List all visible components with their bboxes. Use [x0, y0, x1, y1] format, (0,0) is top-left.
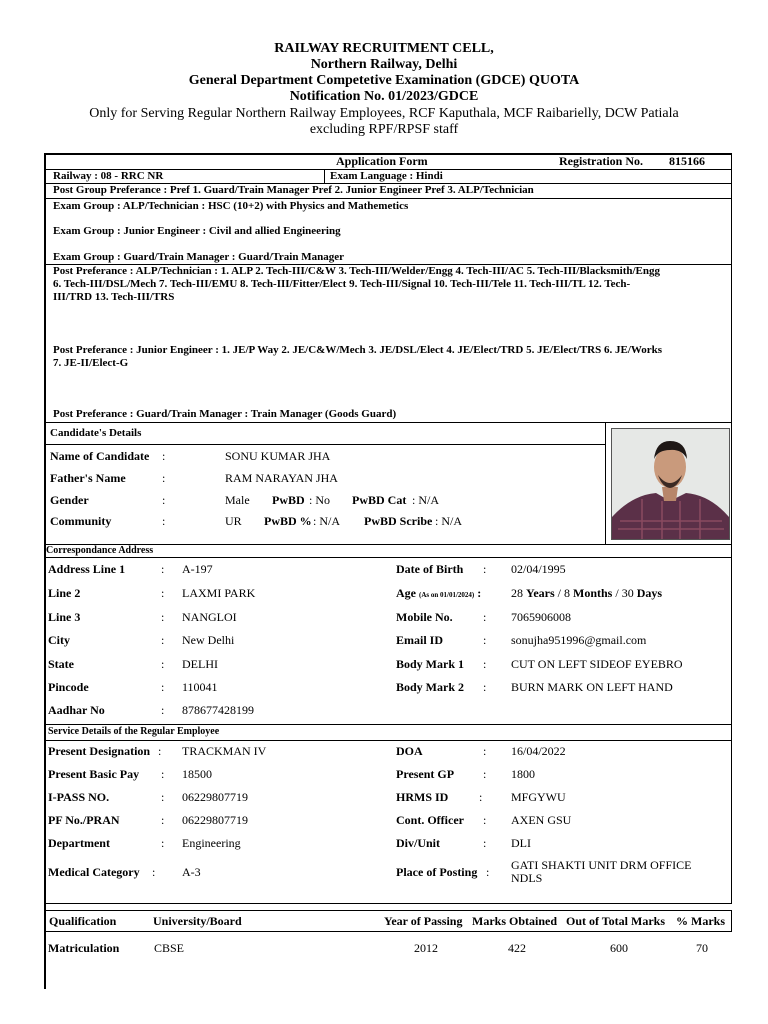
colon: :: [158, 744, 162, 758]
pwbd-scribe-value: : N/A: [435, 514, 462, 528]
medical-value: A-3: [182, 865, 201, 879]
qual-header-total: Out of Total Marks: [566, 914, 666, 928]
city-label: City: [48, 633, 70, 647]
pwbd-scribe-label: PwBD Scribe: [364, 514, 433, 528]
community-label: Community: [50, 514, 112, 528]
service-section-title: Service Details of the Regular Employee: [48, 726, 220, 737]
registration-label: Registration No.: [559, 154, 643, 168]
designation-value: TRACKMAN IV: [182, 744, 267, 758]
address-line3-label: Line 3: [48, 610, 81, 624]
post-group-preference: Post Group Preferance : Pref 1. Guard/Train Manager Pref 2. Junior Engineer Pref 3. ALP/Technician: [53, 184, 534, 196]
gender-value: Male: [225, 493, 250, 507]
city-value: New Delhi: [182, 633, 235, 647]
colon: :: [483, 633, 487, 647]
header-title: RAILWAY RECRUITMENT CELL,: [274, 41, 494, 56]
colon: :: [161, 610, 165, 624]
candidate-photo: [611, 428, 730, 540]
officer-label: Cont. Officer: [396, 813, 464, 827]
table-row-qualification: Matriculation: [48, 941, 120, 955]
post-pref-je-line2: 7. JE-II/Elect-G: [53, 357, 129, 369]
body-mark-2-value: BURN MARK ON LEFT HAND: [511, 680, 673, 694]
form-title: Application Form: [336, 154, 428, 168]
gender-label: Gender: [50, 493, 89, 507]
div-value: DLI: [511, 836, 531, 850]
table-row-percent: 70: [696, 941, 708, 955]
colon: :: [483, 610, 487, 624]
header-eligibility: Only for Serving Regular Northern Railway Employees, RCF Kaputhala, MCF Raibarielly, DCW Patiala: [89, 106, 679, 121]
exam-group-je: Exam Group : Junior Engineer : Civil and allied Engineering: [53, 225, 341, 237]
colon: :: [486, 865, 490, 879]
pwbd-percent-label: PwBD %: [264, 514, 312, 528]
div-label: Div/Unit: [396, 836, 441, 850]
aadhar-value: 878677428199: [182, 703, 254, 717]
body-mark-2-label: Body Mark 2: [396, 680, 465, 694]
candidate-name: SONU KUMAR JHA: [225, 449, 331, 463]
hrms-label: HRMS ID: [396, 790, 449, 804]
department-value: Engineering: [182, 836, 241, 850]
pwbd-cat-value: : N/A: [412, 493, 439, 507]
colon: :: [161, 813, 165, 827]
colon: :: [162, 514, 166, 528]
mobile-label: Mobile No.: [396, 610, 453, 624]
email-value: sonujha951996@gmail.com: [511, 633, 647, 647]
ipass-label: I-PASS NO.: [48, 790, 110, 804]
dob-label: Date of Birth: [396, 562, 464, 576]
age-label: Age (As on 01/01/2024) :: [396, 586, 482, 600]
community-value: UR: [225, 514, 242, 528]
colon: :: [161, 836, 165, 850]
table-row-marks: 422: [508, 941, 526, 955]
table-row-year: 2012: [414, 941, 438, 955]
exam-group-guard: Exam Group : Guard/Train Manager : Guard/Train Manager: [53, 251, 344, 263]
pwbd-value: : No: [309, 493, 330, 507]
colon: :: [161, 680, 165, 694]
address-line2: LAXMI PARK: [182, 586, 256, 600]
pwbd-percent-value: : N/A: [313, 514, 340, 528]
department-label: Department: [48, 836, 110, 850]
gp-value: 1800: [511, 767, 535, 781]
aadhar-label: Aadhar No: [48, 703, 105, 717]
pincode-label: Pincode: [48, 680, 89, 694]
colon: :: [161, 657, 165, 671]
colon: :: [161, 586, 165, 600]
header-exam: General Department Competetive Examination (GDCE) QUOTA: [188, 73, 580, 88]
exam-group-alp: Exam Group : ALP/Technician : HSC (10+2) with Physics and Mathemetics: [53, 200, 409, 212]
father-name-label: Father's Name: [50, 471, 126, 485]
ipass-value: 06229807719: [182, 790, 248, 804]
basic-pay-value: 18500: [182, 767, 212, 781]
post-pref-alp-line2: 6. Tech-III/DSL/Mech 7. Tech-III/EMU 8. Tech-III/Fitter/Elect 9. Tech-III/Signal 10. Tech-III/Tele 11. Tech-III/TL 12. Tech-: [53, 278, 631, 290]
pf-label: PF No./PRAN: [48, 813, 120, 827]
colon: :: [483, 813, 487, 827]
exam-language: Exam Language : Hindi: [330, 170, 443, 182]
candidate-section-title: Candidate's Details: [50, 427, 142, 439]
pwbd-label: PwBD: [272, 493, 305, 507]
doa-value: 16/04/2022: [511, 744, 566, 758]
colon: :: [483, 836, 487, 850]
post-pref-je-line1: Post Preferance : Junior Engineer : 1. JE/P Way 2. JE/C&W/Mech 3. JE/DSL/Elect 4. JE/Elect/TRD 5. JE/Elect/TRS 6. JE/Works: [53, 344, 663, 356]
colon: :: [161, 703, 165, 717]
pincode-value: 110041: [182, 680, 218, 694]
colon: :: [483, 744, 487, 758]
address-line2-label: Line 2: [48, 586, 81, 600]
age-note: (As on 01/01/2024): [419, 591, 475, 599]
colon: :: [161, 562, 165, 576]
qual-header-percent: % Marks: [676, 914, 725, 928]
table-row-board: CBSE: [154, 941, 185, 955]
post-pref-alp-line3: III/TRD 13. Tech-III/TRS: [53, 291, 175, 303]
address-line1: A-197: [182, 562, 213, 576]
body-mark-1-value: CUT ON LEFT SIDEOF EYEBRO: [511, 657, 683, 671]
qual-header-board: University/Board: [153, 914, 242, 928]
railway-zone: Railway : 08 - RRC NR: [53, 170, 164, 182]
name-label: Name of Candidate: [50, 449, 150, 463]
header-notification: Notification No. 01/2023/GDCE: [289, 89, 479, 104]
header-exclusion: excluding RPF/RPSF staff: [309, 122, 459, 137]
pf-value: 06229807719: [182, 813, 248, 827]
post-pref-guard: Post Preferance : Guard/Train Manager : Train Manager (Goods Guard): [53, 408, 397, 420]
colon: :: [483, 767, 487, 781]
qual-header-year: Year of Passing: [384, 914, 463, 928]
posting-value-line1: GATI SHAKTI UNIT DRM OFFICE: [511, 858, 692, 872]
colon: :: [161, 767, 165, 781]
medical-label: Medical Category: [48, 865, 140, 879]
address-line3: NANGLOI: [182, 610, 237, 624]
header-railway: Northern Railway, Delhi: [310, 57, 458, 72]
colon: :: [479, 790, 483, 804]
officer-value: AXEN GSU: [511, 813, 572, 827]
mobile-value: 7065906008: [511, 610, 571, 624]
colon: :: [483, 562, 487, 576]
colon: :: [162, 471, 166, 485]
colon: :: [162, 493, 166, 507]
registration-number: 815166: [669, 154, 705, 168]
hrms-value: MFGYWU: [511, 790, 566, 804]
posting-value-line2: NDLS: [511, 871, 543, 885]
colon: :: [161, 633, 165, 647]
basic-pay-label: Present Basic Pay: [48, 767, 140, 781]
address-section-title: Correspondance Address: [46, 545, 154, 556]
doa-label: DOA: [396, 744, 423, 758]
pwbd-cat-label: PwBD Cat: [352, 493, 407, 507]
designation-label: Present Designation: [48, 744, 151, 758]
colon: :: [152, 865, 156, 879]
gp-label: Present GP: [396, 767, 455, 781]
dob-value: 02/04/1995: [511, 562, 566, 576]
qual-header-qualification: Qualification: [49, 914, 117, 928]
colon: :: [483, 657, 487, 671]
posting-label: Place of Posting: [396, 865, 478, 879]
colon: :: [161, 790, 165, 804]
body-mark-1-label: Body Mark 1: [396, 657, 465, 671]
state-label: State: [48, 657, 74, 671]
colon: :: [162, 449, 166, 463]
address-line1-label: Address Line 1: [48, 562, 126, 576]
age-value: 28 Years / 8 Months / 30 Days: [511, 586, 663, 600]
qual-header-marks: Marks Obtained: [472, 914, 558, 928]
state-value: DELHI: [182, 657, 218, 671]
colon: :: [483, 680, 487, 694]
post-pref-alp-line1: Post Preferance : ALP/Technician : 1. ALP 2. Tech-III/C&W 3. Tech-III/Welder/Engg 4. Tech-III/AC 5. Tech-III/Blacksmith/Engg: [53, 265, 661, 277]
email-label: Email ID: [396, 633, 444, 647]
father-name: RAM NARAYAN JHA: [225, 471, 338, 485]
table-row-total: 600: [610, 941, 628, 955]
